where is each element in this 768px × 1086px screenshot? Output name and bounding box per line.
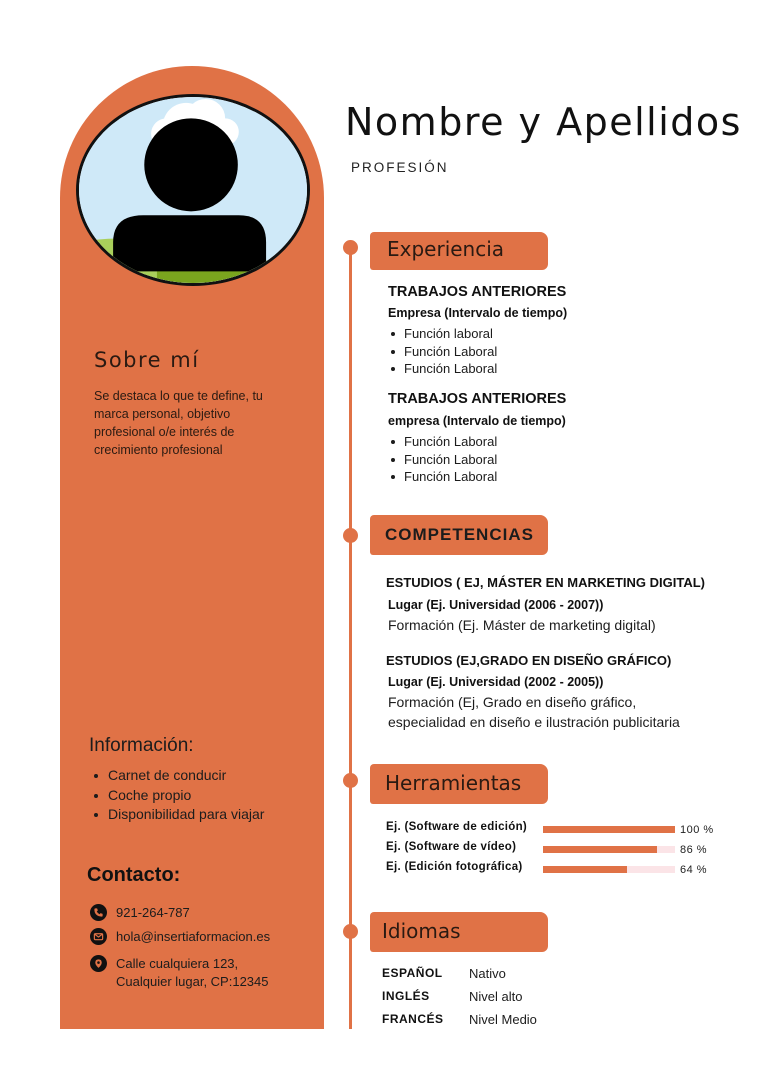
location-icon — [90, 955, 107, 972]
timeline-dot — [343, 924, 358, 939]
study-line: Formación (Ej. Máster de marketing digital) — [388, 617, 656, 633]
address-line-2: Cualquier lugar, CP:12345 — [116, 974, 269, 989]
tool-label: Ej. (Edición fotográfica) — [386, 861, 523, 873]
tool-label: Ej. (Software de vídeo) — [386, 841, 517, 853]
competencies-heading: COMPETENCIAS — [370, 515, 548, 555]
info-item: Coche propio — [92, 786, 264, 806]
timeline-dot — [343, 528, 358, 543]
study-line: especialidad en diseño e ilustración publicitaria — [388, 714, 680, 730]
study-description — [388, 692, 748, 732]
profile-photo — [76, 94, 310, 286]
tool-bar — [543, 866, 675, 873]
experience-heading: Experiencia — [370, 232, 548, 270]
study-description — [388, 615, 748, 635]
info-item: Carnet de conducir — [92, 766, 264, 786]
tool-bar — [543, 826, 675, 833]
mail-icon — [90, 928, 107, 945]
language-name: FRANCÉS — [382, 1012, 444, 1026]
contact-title: Contacto: — [87, 864, 181, 886]
study-place: Lugar (Ej. Universidad (2006 - 2007)) — [388, 598, 604, 612]
tools-heading: Herramientas — [370, 764, 548, 804]
contact-address — [90, 955, 269, 991]
timeline-line — [349, 245, 352, 1029]
about-title: Sobre mí — [94, 348, 200, 372]
job-title: TRABAJOS ANTERIORES — [388, 391, 567, 407]
languages-heading: Idiomas — [370, 912, 548, 952]
language-level: Nativo — [469, 966, 506, 981]
info-item: Disponibilidad para viajar — [92, 805, 264, 825]
tool-percent: 100 % — [680, 824, 714, 836]
job-function-item: Función Laboral — [390, 433, 497, 451]
job-functions — [390, 433, 497, 486]
address-line-1: Calle cualquiera 123, — [116, 956, 239, 971]
language-level: Nivel alto — [469, 989, 523, 1004]
job-function-item: Función laboral — [390, 325, 497, 343]
language-name: ESPAÑOL — [382, 966, 443, 980]
job-function-item: Función Laboral — [390, 468, 497, 486]
contact-email-text[interactable]: hola@insertiaformacion.es — [116, 929, 271, 944]
job-company: empresa (Intervalo de tiempo) — [388, 414, 566, 428]
about-text: Se destaca lo que te define, tu marca personal, objetivo profesional o/e interés de crecimiento profesional — [94, 389, 263, 457]
job-functions — [390, 325, 497, 378]
job-function-item: Función Laboral — [390, 343, 497, 361]
tool-bar-fill — [543, 866, 627, 873]
contact-phone-text[interactable]: 921-264-787 — [116, 905, 190, 920]
language-level: Nivel Medio — [469, 1012, 537, 1027]
job-function-item: Función Laboral — [390, 451, 497, 469]
job-title: TRABAJOS ANTERIORES — [388, 284, 567, 300]
info-title: Información: — [89, 735, 194, 756]
info-list — [92, 766, 264, 825]
job-function-item: Función Laboral — [390, 360, 497, 378]
profession: PROFESIÓN — [351, 160, 449, 175]
tool-bar-fill — [543, 826, 675, 833]
study-place: Lugar (Ej. Universidad (2002 - 2005)) — [388, 675, 604, 689]
timeline-dot — [343, 240, 358, 255]
avatar-placeholder-icon — [79, 97, 307, 283]
timeline-dot — [343, 773, 358, 788]
study-title: ESTUDIOS (EJ,GRADO EN DISEÑO GRÁFICO) — [386, 653, 672, 668]
full-name: Nombre y Apellidos — [345, 100, 742, 144]
language-name: INGLÉS — [382, 989, 430, 1003]
tool-label: Ej. (Software de edición) — [386, 821, 528, 833]
study-line: Formación (Ej, Grado en diseño gráfico, — [388, 694, 637, 710]
contact-address-text — [116, 955, 269, 991]
tool-percent: 86 % — [680, 844, 708, 856]
phone-icon — [90, 904, 107, 921]
study-title: ESTUDIOS ( EJ, MÁSTER EN MARKETING DIGITAL) — [386, 575, 705, 590]
tool-bar-fill — [543, 846, 657, 853]
job-company: Empresa (Intervalo de tiempo) — [388, 306, 568, 320]
tool-bar — [543, 846, 675, 853]
tool-percent: 64 % — [680, 864, 708, 876]
contact-email — [90, 928, 270, 946]
contact-phone — [90, 904, 190, 922]
